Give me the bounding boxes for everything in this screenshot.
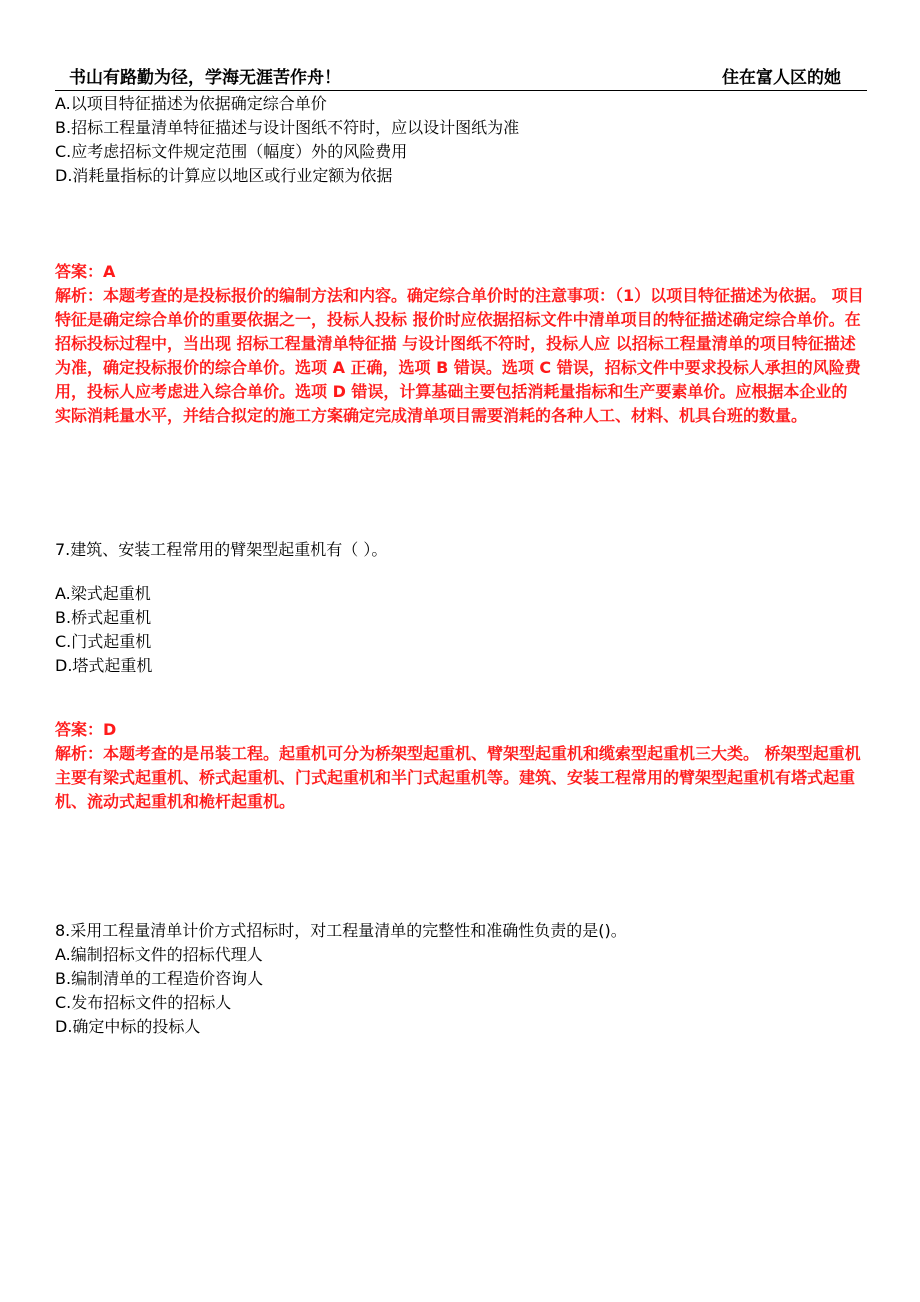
page-header xyxy=(55,68,867,91)
q8-option-a: A.编制招标文件的招标代理人 xyxy=(55,945,263,964)
document-body xyxy=(55,92,867,1039)
header-motto: 书山有路勤为径，学海无涯苦作舟！ xyxy=(69,68,341,88)
q7-option-c: C.门式起重机 xyxy=(55,632,152,651)
q7-analysis: 解析：本题考查的是吊装工程。起重机可分为桥架型起重机、臂架型起重机和缆索型起重机三大类。 桥架型起重机主要有梁式起重机、桥式起重机、门式起重机和半门式起重机等。建筑、安装工程常用的臂架型起重机有塔式起重机、流动式起重机和桅杆起重机。 xyxy=(55,744,861,811)
q8-option-b: B.编制清单的工程造价咨询人 xyxy=(55,969,264,988)
q7-options xyxy=(55,582,867,678)
q7-option-d: D.塔式起重机 xyxy=(55,656,153,675)
q8-options xyxy=(55,943,867,1039)
q6-answer: 答案：A xyxy=(55,262,116,281)
q8-option-d: D.确定中标的投标人 xyxy=(55,1017,201,1036)
q8-option-c: C.发布招标文件的招标人 xyxy=(55,993,232,1012)
q6-option-c: C.应考虑招标文件规定范围（幅度）外的风险费用 xyxy=(55,142,408,161)
header-author: 住在富人区的她 xyxy=(722,68,841,88)
q6-analysis: 解析：本题考查的是投标报价的编制方法和内容。确定综合单价时的注意事项：（1）以项目特征描述为依据。 项目特征是确定综合单价的重要依据之一，投标人投标 报价时应依据招标文件中清单项目的特征描述确定综合单价。在招标投标过程中，当出现 招标工程量清单特征描 与设计图纸不符时，投标人应 以招标工程量清单的项目特征描述 为准，确定投标报价的综合单价。选项 A 正确，选项 B 错误。选项 C 错误，招标文件中要求投标人承担的风险费用，投标人应考虑进入综合单价。选项 D 错误，计算基础主要包括消耗量指标和生产要素单价。应根据本企业的 实际消耗量水平，并结合拟定的施工方案确定完成清单项目需要消耗的各种人工、材料、机具台班的数量。 xyxy=(55,286,864,425)
q6-option-d: D.消耗量指标的计算应以地区或行业定额为依据 xyxy=(55,166,393,185)
q6-options xyxy=(55,92,867,188)
q6-option-b: B.招标工程量清单特征描述与设计图纸不符时，应以设计图纸为准 xyxy=(55,118,520,137)
q7-question: 7.建筑、安装工程常用的臂架型起重机有（ ）。 xyxy=(55,540,388,559)
q7-option-b: B.桥式起重机 xyxy=(55,608,152,627)
q8-question: 8.采用工程量清单计价方式招标时，对工程量清单的完整性和准确性负责的是()。 xyxy=(55,921,627,940)
q6-option-a: A.以项目特征描述为依据确定综合单价 xyxy=(55,94,327,113)
q7-answer: 答案：D xyxy=(55,720,117,739)
q7-option-a: A.梁式起重机 xyxy=(55,584,151,603)
